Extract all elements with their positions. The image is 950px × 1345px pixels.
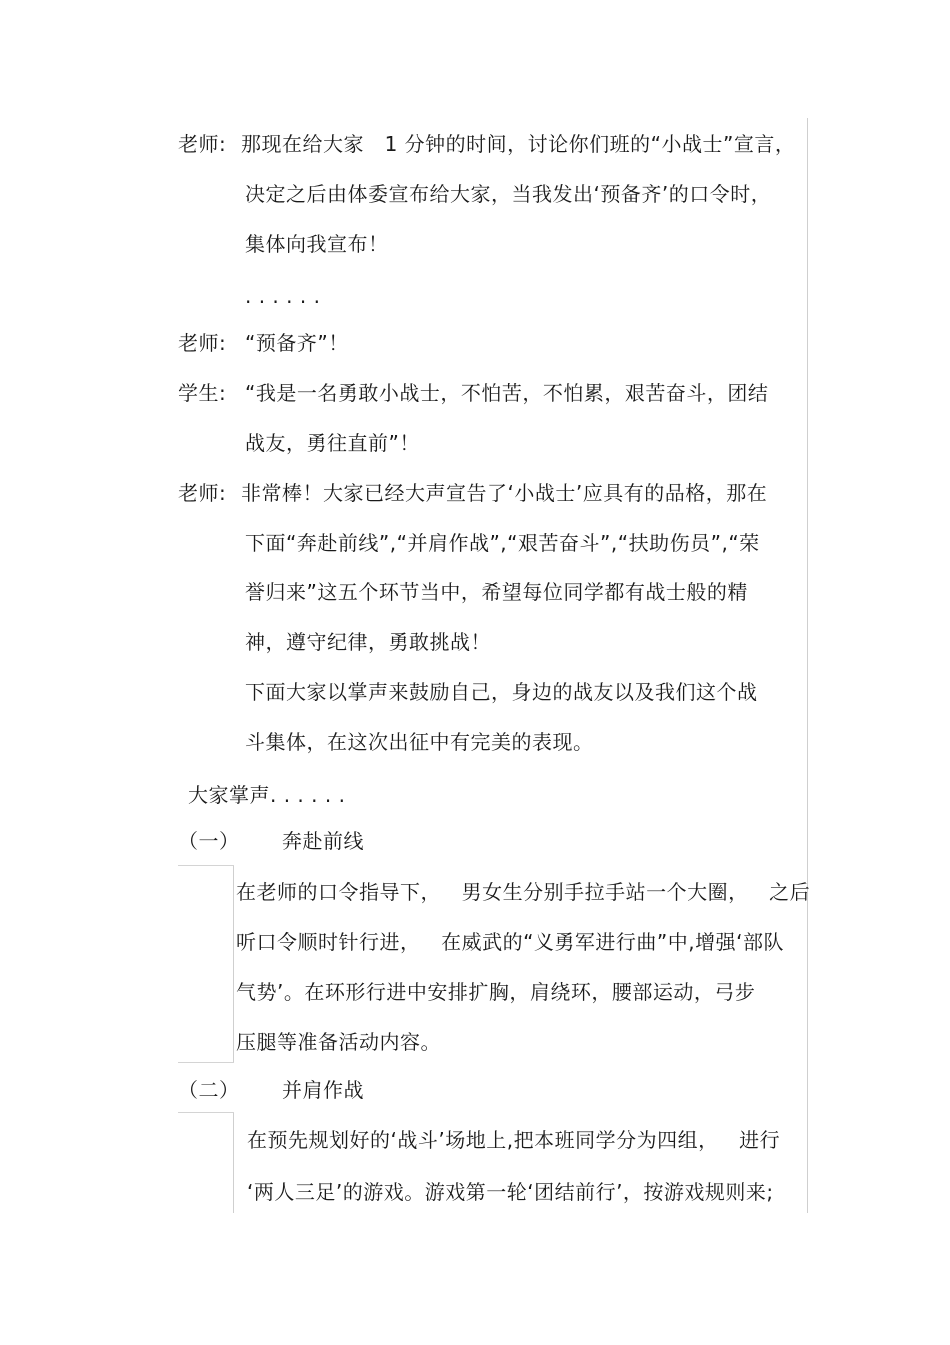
section-1-top-rule [178,865,234,866]
ellipsis: . . . . . . [245,284,321,308]
dialogue-line: 誉归来”这五个环节当中，希望每位同学都有战士般的精 [245,580,748,604]
section-title: 奔赴前线 [282,829,364,853]
section-number: （一） [178,829,240,853]
dialogue-line: 神，遵守纪律，勇敢挑战！ [245,630,491,654]
applause-line: 大家掌声. . . . . . [188,783,346,807]
dialogue-line: 下面“奔赴前线”,“并肩作战”,“艰苦奋斗”,“扶助伤员”,“荣 [245,531,760,555]
section-1-bottom-rule [178,1062,234,1063]
dialogue-line: 战友，勇往直前”！ [245,431,420,455]
section-text-line: 在预先规划好的‘战斗’场地上,把本班同学分为四组， 进行 [247,1128,781,1152]
dialogue-line: 非常棒！大家已经大声宣告了‘小战士’应具有的品格，那在 [241,481,768,505]
speaker-label: 学生: [178,381,227,405]
speaker-label: 老师: [178,481,227,505]
section-text-line: ‘两人三足’的游戏。游戏第一轮‘团结前行’，按游戏规则来; [247,1180,774,1204]
section-text-line: 听口令顺时针行进， 在威武的“义勇军进行曲”中,增强‘部队 [236,930,785,954]
speaker-label: 老师: [178,132,227,156]
section-2-top-rule [178,1112,234,1113]
section-number: （二） [178,1078,240,1102]
dialogue-line: “预备齐”！ [245,331,349,355]
dialogue-line: 下面大家以掌声来鼓励自己，身边的战友以及我们这个战 [245,680,758,704]
section-text-line: 压腿等准备活动内容。 [236,1030,441,1054]
section-title: 并肩作战 [282,1078,364,1102]
dialogue-line: “我是一名勇敢小战士，不怕苦，不怕累，艰苦奋斗，团结 [245,381,769,405]
dialogue-line: 那现在给大家 1 分钟的时间，讨论你们班的“小战士”宣言， [241,132,796,156]
section-2-left-border [233,1113,234,1213]
dialogue-line: 集体向我宣布！ [245,232,389,256]
section-1-left-border [233,866,234,1062]
speaker-label: 老师: [178,331,227,355]
dialogue-line: 斗集体，在这次出征中有完美的表现。 [245,730,594,754]
section-text-line: 在老师的口令指导下， 男女生分别手拉手站一个大圈， 之后 [236,880,811,904]
dialogue-line: 决定之后由体委宣布给大家，当我发出‘预备齐’的口令时， [245,182,772,206]
table-right-border [807,118,808,1213]
section-text-line: 气势’。在环形行进中安排扩胸，肩绕环，腰部运动，弓步 [236,980,756,1004]
